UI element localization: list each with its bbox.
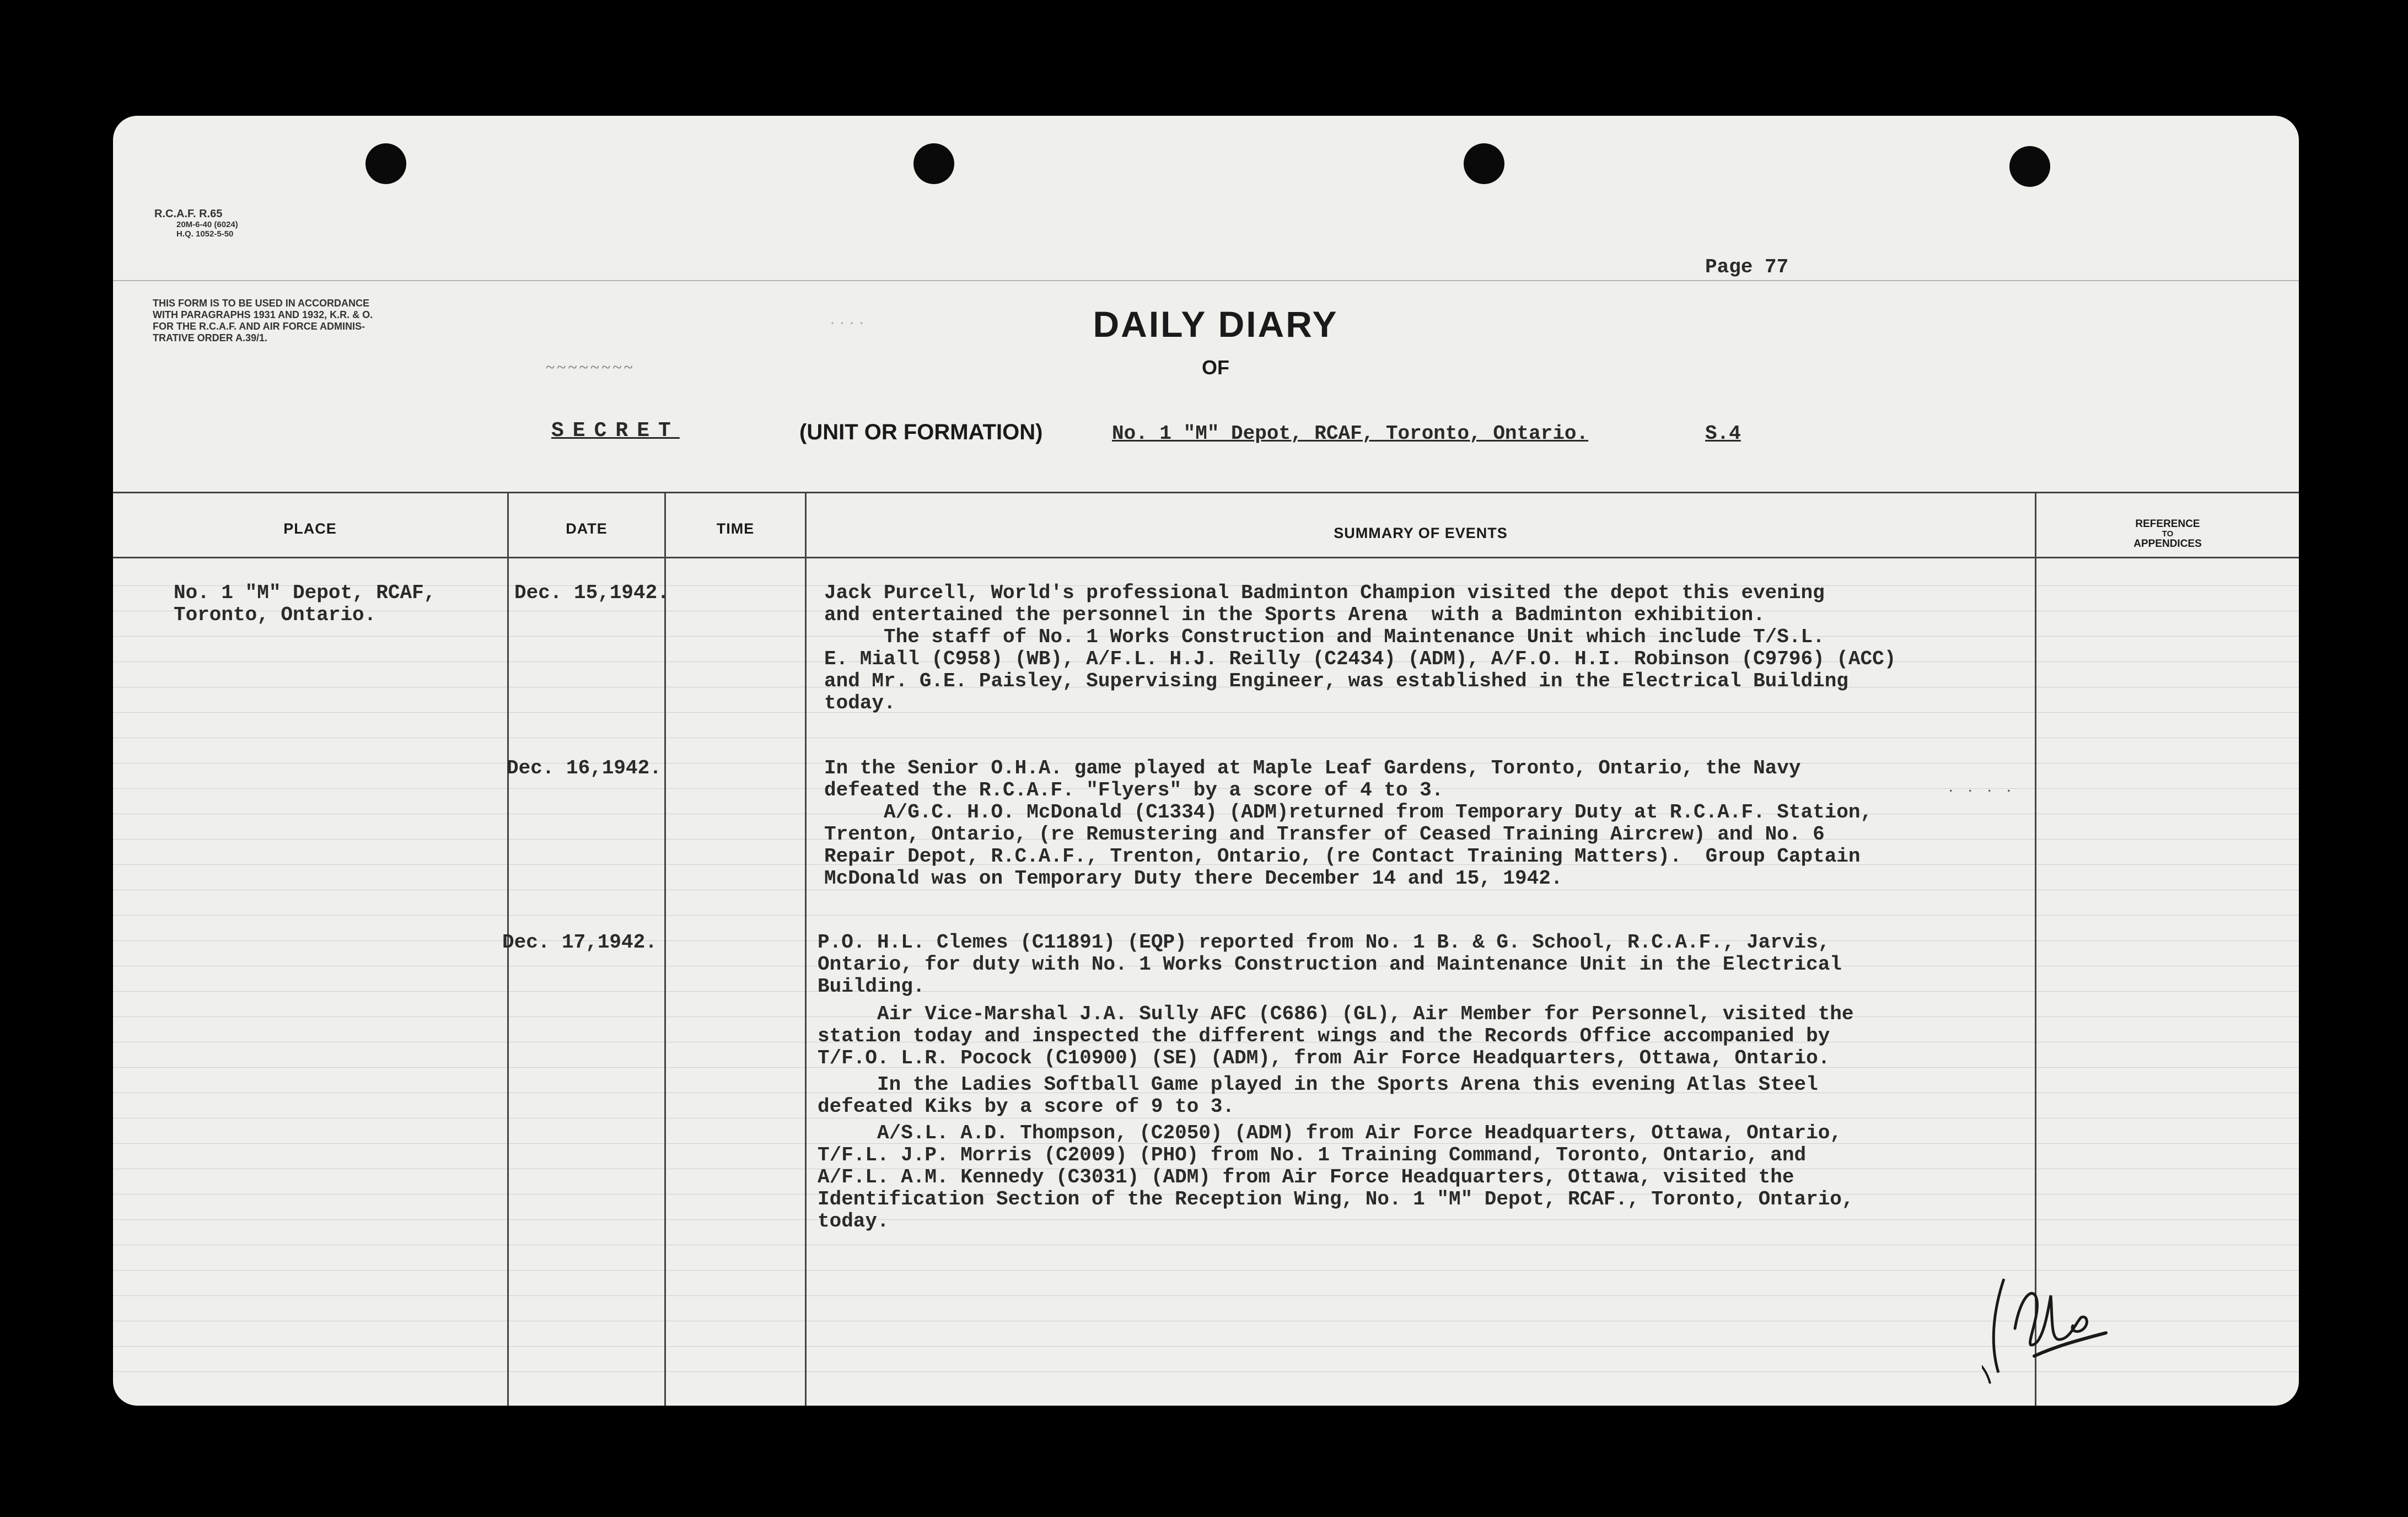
instruction-line: FOR THE R.C.A.F. AND AIR FORCE ADMINIS- xyxy=(153,321,365,332)
summary-line: A/S.L. A.D. Thompson, (C2050) (ADM) from Air Force Headquarters, Ottawa, Ontario, xyxy=(818,1122,1842,1144)
unit-label: (UNIT OR FORMATION) xyxy=(799,420,1043,444)
column-divider xyxy=(805,492,807,1406)
reference-header-line: TO xyxy=(2162,529,2174,539)
entry-date: Dec. 15,1942. xyxy=(514,582,669,604)
punch-hole xyxy=(366,143,406,184)
entry-date: Dec. 16,1942. xyxy=(507,757,662,779)
form-code xyxy=(154,208,238,239)
instruction-line: WITH PARAGRAPHS 1931 AND 1932, K.R. & O. xyxy=(153,309,373,320)
place-line: No. 1 "M" Depot, RCAF, xyxy=(174,582,436,604)
summary-line: T/F.O. L.R. Pocock (C10900) (SE) (ADM), from Air Force Headquarters, Ottawa, Ontario. xyxy=(818,1047,1830,1069)
form-code-line: H.Q. 1052-5-50 xyxy=(176,229,234,239)
smudge-mark: ~~~~~~~~ xyxy=(546,358,635,376)
summary-line: E. Miall (C958) (WB), A/F.L. H.J. Reilly (C2434) (ADM), A/F.O. H.I. Robinson (C9796) (ACC) xyxy=(824,648,1896,670)
punch-hole xyxy=(2009,146,2050,187)
summary-line: The staff of No. 1 Works Construction and Maintenance Unit which include T/S.L. xyxy=(824,626,1825,648)
summary-line: today. xyxy=(818,1210,889,1233)
summary-line: In the Senior O.H.A. game played at Maple Leaf Gardens, Toronto, Ontario, the Navy xyxy=(824,757,1801,779)
table-header-rule xyxy=(113,557,2299,558)
punch-hole xyxy=(913,143,954,184)
column-header-summary: SUMMARY OF EVENTS xyxy=(1334,525,1508,541)
smudge-mark: · · · · xyxy=(830,314,864,332)
column-header-place: PLACE xyxy=(283,520,337,537)
column-header-reference xyxy=(2036,518,2299,550)
sheet-number: S.4 xyxy=(1705,422,1741,445)
summary-line: Jack Purcell, World's professional Badminton Champion visited the depot this evening xyxy=(824,582,1825,604)
column-header-time: TIME xyxy=(716,520,755,537)
page-number: Page 77 xyxy=(1705,256,1789,278)
unit-value: No. 1 "M" Depot, RCAF, Toronto, Ontario. xyxy=(1112,422,1589,445)
summary-line: Identification Section of the Reception Wing, No. 1 "M" Depot, RCAF., Toronto, Ontario, xyxy=(818,1188,1854,1211)
summary-line: A/G.C. H.O. McDonald (C1334) (ADM)returned from Temporary Duty at R.C.A.F. Station, xyxy=(824,801,1873,824)
summary-line: defeated the R.C.A.F. "Flyers" by a score of 4 to 3. xyxy=(824,779,1444,801)
diary-title: DAILY DIARY xyxy=(1093,304,1339,345)
diary-title-of: OF xyxy=(1202,356,1229,379)
column-header-date: DATE xyxy=(566,520,608,537)
summary-line: McDonald was on Temporary Duty there December 14 and 15, 1942. xyxy=(824,867,1563,890)
summary-line: P.O. H.L. Clemes (C11891) (EQP) reported from No. 1 B. & G. School, R.C.A.F., Jarvis, xyxy=(818,931,1830,954)
column-divider xyxy=(664,492,666,1406)
reference-header-line: APPENDICES xyxy=(2133,538,2202,550)
summary-line: A/F.L. A.M. Kennedy (C3031) (ADM) from Air Force Headquarters, Ottawa, visited the xyxy=(818,1166,1794,1188)
punch-hole xyxy=(1464,143,1504,184)
place-line: Toronto, Ontario. xyxy=(174,604,377,626)
entry-date: Dec. 17,1942. xyxy=(502,931,657,954)
instruction-line: TRATIVE ORDER A.39/1. xyxy=(153,332,268,343)
stray-dots: . . . . xyxy=(1949,777,2017,795)
form-instructions xyxy=(153,298,373,344)
summary-line: Ontario, for duty with No. 1 Works Construction and Maintenance Unit in the Electrical xyxy=(818,953,1842,976)
reference-header-line: REFERENCE xyxy=(2135,518,2200,530)
diary-form-card xyxy=(113,116,2299,1406)
summary-line: Trenton, Ontario, (re Remustering and Transfer of Ceased Training Aircrew) and No. 6 xyxy=(824,823,1825,846)
summary-line: today. xyxy=(824,692,896,714)
summary-line: and Mr. G.E. Paisley, Supervising Engineer, was established in the Electrical Building xyxy=(824,670,1848,692)
handwritten-initials xyxy=(1982,1262,2114,1384)
classification-stamp: SECRET xyxy=(551,419,680,443)
table-top-rule xyxy=(113,492,2299,493)
summary-line: Repair Depot, R.C.A.F., Trenton, Ontario, (re Contact Training Matters). Group Captain xyxy=(824,845,1861,868)
form-code-line: R.C.A.F. R.65 xyxy=(154,208,223,220)
summary-line: defeated Kiks by a score of 9 to 3. xyxy=(818,1095,1235,1118)
instruction-line: THIS FORM IS TO BE USED IN ACCORDANCE xyxy=(153,298,370,309)
summary-line: T/F.L. J.P. Morris (C2009) (PHO) from No. 1 Training Command, Toronto, Ontario, and xyxy=(818,1144,1807,1166)
summary-line: and entertained the personnel in the Sports Arena with a Badminton exhibition. xyxy=(824,604,1765,626)
summary-line: Air Vice-Marshal J.A. Sully AFC (C686) (GL), Air Member for Personnel, visited the xyxy=(818,1003,1854,1025)
summary-line: In the Ladies Softball Game played in the Sports Arena this evening Atlas Steel xyxy=(818,1073,1818,1096)
summary-line: Building. xyxy=(818,975,925,998)
summary-line: station today and inspected the different wings and the Records Office accompanied by xyxy=(818,1025,1830,1047)
header-top-rule xyxy=(113,280,2299,281)
form-code-line: 20M-6-40 (6024) xyxy=(176,220,238,229)
